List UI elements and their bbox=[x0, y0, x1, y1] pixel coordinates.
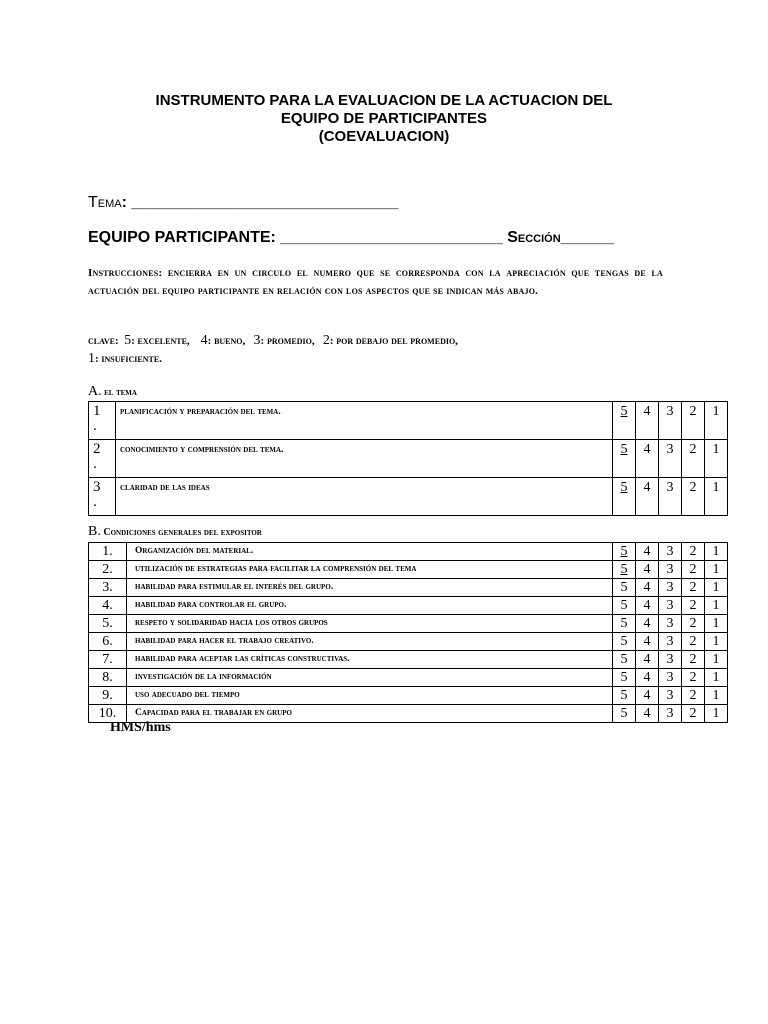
clave-text: : por debajo del promedio, bbox=[329, 335, 458, 347]
title-line-2: EQUIPO DE PARTICIPANTES bbox=[280, 110, 488, 127]
row-number: 5. bbox=[89, 615, 127, 633]
score-option[interactable]: 5 bbox=[613, 615, 636, 633]
score-option[interactable]: 2 bbox=[682, 543, 705, 561]
score-option[interactable]: 5 bbox=[613, 543, 636, 561]
title-line-3: (COEVALUACION) bbox=[318, 128, 450, 145]
section-a-table bbox=[88, 401, 728, 516]
table-row bbox=[89, 478, 728, 516]
score-option[interactable]: 1 bbox=[705, 633, 728, 651]
clave-text: : excelente, bbox=[131, 335, 190, 347]
table-row bbox=[89, 597, 728, 615]
score-option[interactable]: 2 bbox=[682, 633, 705, 651]
row-description: conocimiento y comprensión del tema. bbox=[116, 440, 613, 478]
score-option[interactable]: 4 bbox=[636, 687, 659, 705]
score-option[interactable]: 5 bbox=[613, 597, 636, 615]
score-option[interactable]: 1 bbox=[705, 543, 728, 561]
row-number: 1. bbox=[89, 543, 127, 561]
score-option[interactable]: 4 bbox=[636, 440, 659, 478]
score-option[interactable]: 4 bbox=[636, 705, 659, 723]
instructions: Instrucciones: encierra en un circulo el numero que se corresponda con la apreciación que tengas de la actuación del equipo participante en relación con los aspectos que se indican más abajo. bbox=[88, 267, 663, 297]
score-option[interactable]: 3 bbox=[659, 478, 682, 516]
tema-blank[interactable]: ______________________________ bbox=[131, 194, 399, 211]
score-option[interactable]: 3 bbox=[659, 597, 682, 615]
title-line-1: INSTRUMENTO PARA LA EVALUACION DE LA ACTUACION DEL bbox=[155, 92, 613, 109]
clave-num: 1 bbox=[88, 351, 95, 366]
score-option[interactable]: 2 bbox=[682, 561, 705, 579]
score-option[interactable]: 5 bbox=[613, 669, 636, 687]
table-row bbox=[89, 687, 728, 705]
clave-num: 5 bbox=[124, 333, 132, 348]
score-option[interactable]: 2 bbox=[682, 669, 705, 687]
score-option[interactable]: 2 bbox=[682, 687, 705, 705]
row-description: habilidad para hacer el trabajo creativo. bbox=[127, 633, 613, 651]
score-option[interactable]: 4 bbox=[636, 402, 659, 440]
row-description: planificación y preparación del tema. bbox=[116, 402, 613, 440]
score-option[interactable]: 1 bbox=[705, 687, 728, 705]
section-b-table bbox=[88, 542, 728, 723]
row-number: 1 . bbox=[89, 402, 116, 440]
row-number: 9. bbox=[89, 687, 127, 705]
score-option[interactable]: 1 bbox=[705, 705, 728, 723]
row-number: 2. bbox=[89, 561, 127, 579]
row-description: utilización de estrategias para facilitar la comprensión del tema bbox=[127, 561, 613, 579]
score-option[interactable]: 3 bbox=[659, 633, 682, 651]
score-option[interactable]: 4 bbox=[636, 543, 659, 561]
section-letter: B. bbox=[88, 524, 101, 539]
score-option[interactable]: 2 bbox=[682, 705, 705, 723]
score-option[interactable]: 3 bbox=[659, 579, 682, 597]
tema-field[interactable] bbox=[88, 194, 398, 212]
table-row bbox=[89, 561, 728, 579]
row-description: habilidad para controlar el grupo. bbox=[127, 597, 613, 615]
score-option[interactable]: 4 bbox=[636, 478, 659, 516]
clave-text: : bueno, bbox=[207, 335, 246, 347]
score-option[interactable]: 4 bbox=[636, 561, 659, 579]
score-option[interactable]: 3 bbox=[659, 615, 682, 633]
row-description: Organización del material. bbox=[127, 543, 613, 561]
score-option[interactable]: 3 bbox=[659, 543, 682, 561]
table-row bbox=[89, 633, 728, 651]
equipo-label: EQUIPO PARTICIPANTE: bbox=[88, 229, 276, 246]
score-option[interactable]: 4 bbox=[636, 633, 659, 651]
clave-num: 4 bbox=[200, 333, 208, 348]
score-option[interactable]: 1 bbox=[705, 651, 728, 669]
score-option[interactable]: 2 bbox=[682, 651, 705, 669]
table-row bbox=[89, 615, 728, 633]
score-option[interactable]: 1 bbox=[705, 669, 728, 687]
score-option[interactable]: 1 bbox=[705, 440, 728, 478]
score-option[interactable]: 2 bbox=[682, 615, 705, 633]
score-option[interactable]: 2 bbox=[682, 440, 705, 478]
equipo-field[interactable] bbox=[88, 229, 614, 247]
document-title bbox=[0, 92, 768, 146]
table-row bbox=[89, 669, 728, 687]
score-option[interactable]: 3 bbox=[659, 705, 682, 723]
score-option[interactable]: 4 bbox=[636, 579, 659, 597]
table-row bbox=[89, 440, 728, 478]
table-row bbox=[89, 651, 728, 669]
score-option[interactable]: 1 bbox=[705, 579, 728, 597]
score-option[interactable]: 2 bbox=[682, 579, 705, 597]
score-option[interactable]: 3 bbox=[659, 651, 682, 669]
score-option[interactable]: 5 bbox=[613, 651, 636, 669]
score-option[interactable]: 1 bbox=[705, 615, 728, 633]
score-option[interactable]: 2 bbox=[682, 597, 705, 615]
score-option[interactable]: 4 bbox=[636, 669, 659, 687]
table-row bbox=[89, 543, 728, 561]
row-number: 4. bbox=[89, 597, 127, 615]
score-option[interactable]: 4 bbox=[636, 651, 659, 669]
score-option[interactable]: 1 bbox=[705, 402, 728, 440]
score-option[interactable]: 1 bbox=[705, 597, 728, 615]
score-option[interactable]: 1 bbox=[705, 561, 728, 579]
clave-text: : insuficiente. bbox=[95, 353, 162, 365]
score-option[interactable]: 4 bbox=[636, 597, 659, 615]
row-number: 7. bbox=[89, 651, 127, 669]
section-letter: A. bbox=[88, 384, 102, 399]
row-number: 6. bbox=[89, 633, 127, 651]
section-title: Condiciones generales del expositor bbox=[103, 527, 262, 538]
score-option[interactable]: 3 bbox=[659, 561, 682, 579]
table-row bbox=[89, 579, 728, 597]
row-number: 10. bbox=[89, 705, 127, 723]
score-option[interactable]: 3 bbox=[659, 402, 682, 440]
seccion-blank[interactable]: ______ bbox=[560, 229, 615, 246]
section-title: el tema bbox=[104, 387, 137, 398]
score-option[interactable]: 2 bbox=[682, 478, 705, 516]
row-description: habilidad para estimular el interés del grupo. bbox=[127, 579, 613, 597]
row-description: uso adecuado del tiempo bbox=[127, 687, 613, 705]
row-description: Capacidad para el trabajar en grupo bbox=[127, 705, 613, 723]
author-initials: HMS/hms bbox=[110, 720, 171, 735]
score-option[interactable]: 5 bbox=[613, 478, 636, 516]
clave-num: 2 bbox=[322, 333, 330, 348]
tema-label: Tema bbox=[88, 194, 122, 211]
score-option[interactable]: 3 bbox=[659, 440, 682, 478]
clave-label: clave: bbox=[88, 335, 119, 347]
clave-num: 3 bbox=[253, 333, 261, 348]
seccion-label: Sección bbox=[507, 229, 561, 246]
clave-legend bbox=[88, 332, 668, 368]
row-number: 2 . bbox=[89, 440, 116, 478]
table-row bbox=[89, 705, 728, 723]
row-number: 3. bbox=[89, 579, 127, 597]
row-description: respeto y solidaridad hacia los otros grupos bbox=[127, 615, 613, 633]
clave-text: : promedio, bbox=[260, 335, 315, 347]
score-option[interactable]: 5 bbox=[613, 579, 636, 597]
score-option[interactable]: 5 bbox=[613, 561, 636, 579]
section-a-heading bbox=[88, 384, 137, 400]
score-option[interactable]: 5 bbox=[613, 633, 636, 651]
score-option[interactable]: 1 bbox=[705, 478, 728, 516]
score-option[interactable]: 3 bbox=[659, 687, 682, 705]
equipo-blank[interactable]: _________________________ bbox=[280, 229, 503, 246]
row-number: 8. bbox=[89, 669, 127, 687]
row-description: investigación de la información bbox=[127, 669, 613, 687]
row-description: habilidad para aceptar las críticas constructivas. bbox=[127, 651, 613, 669]
score-option[interactable]: 5 bbox=[613, 687, 636, 705]
score-option[interactable]: 3 bbox=[659, 669, 682, 687]
row-number: 3 . bbox=[89, 478, 116, 516]
table-row bbox=[89, 402, 728, 440]
score-option[interactable]: 5 bbox=[613, 402, 636, 440]
score-option[interactable]: 2 bbox=[682, 402, 705, 440]
score-option[interactable]: 5 bbox=[613, 440, 636, 478]
score-option[interactable]: 5 bbox=[613, 705, 636, 723]
tema-colon: : bbox=[121, 194, 127, 211]
score-option[interactable]: 4 bbox=[636, 615, 659, 633]
row-description: claridad de las ideas bbox=[116, 478, 613, 516]
section-b-heading bbox=[88, 524, 262, 540]
